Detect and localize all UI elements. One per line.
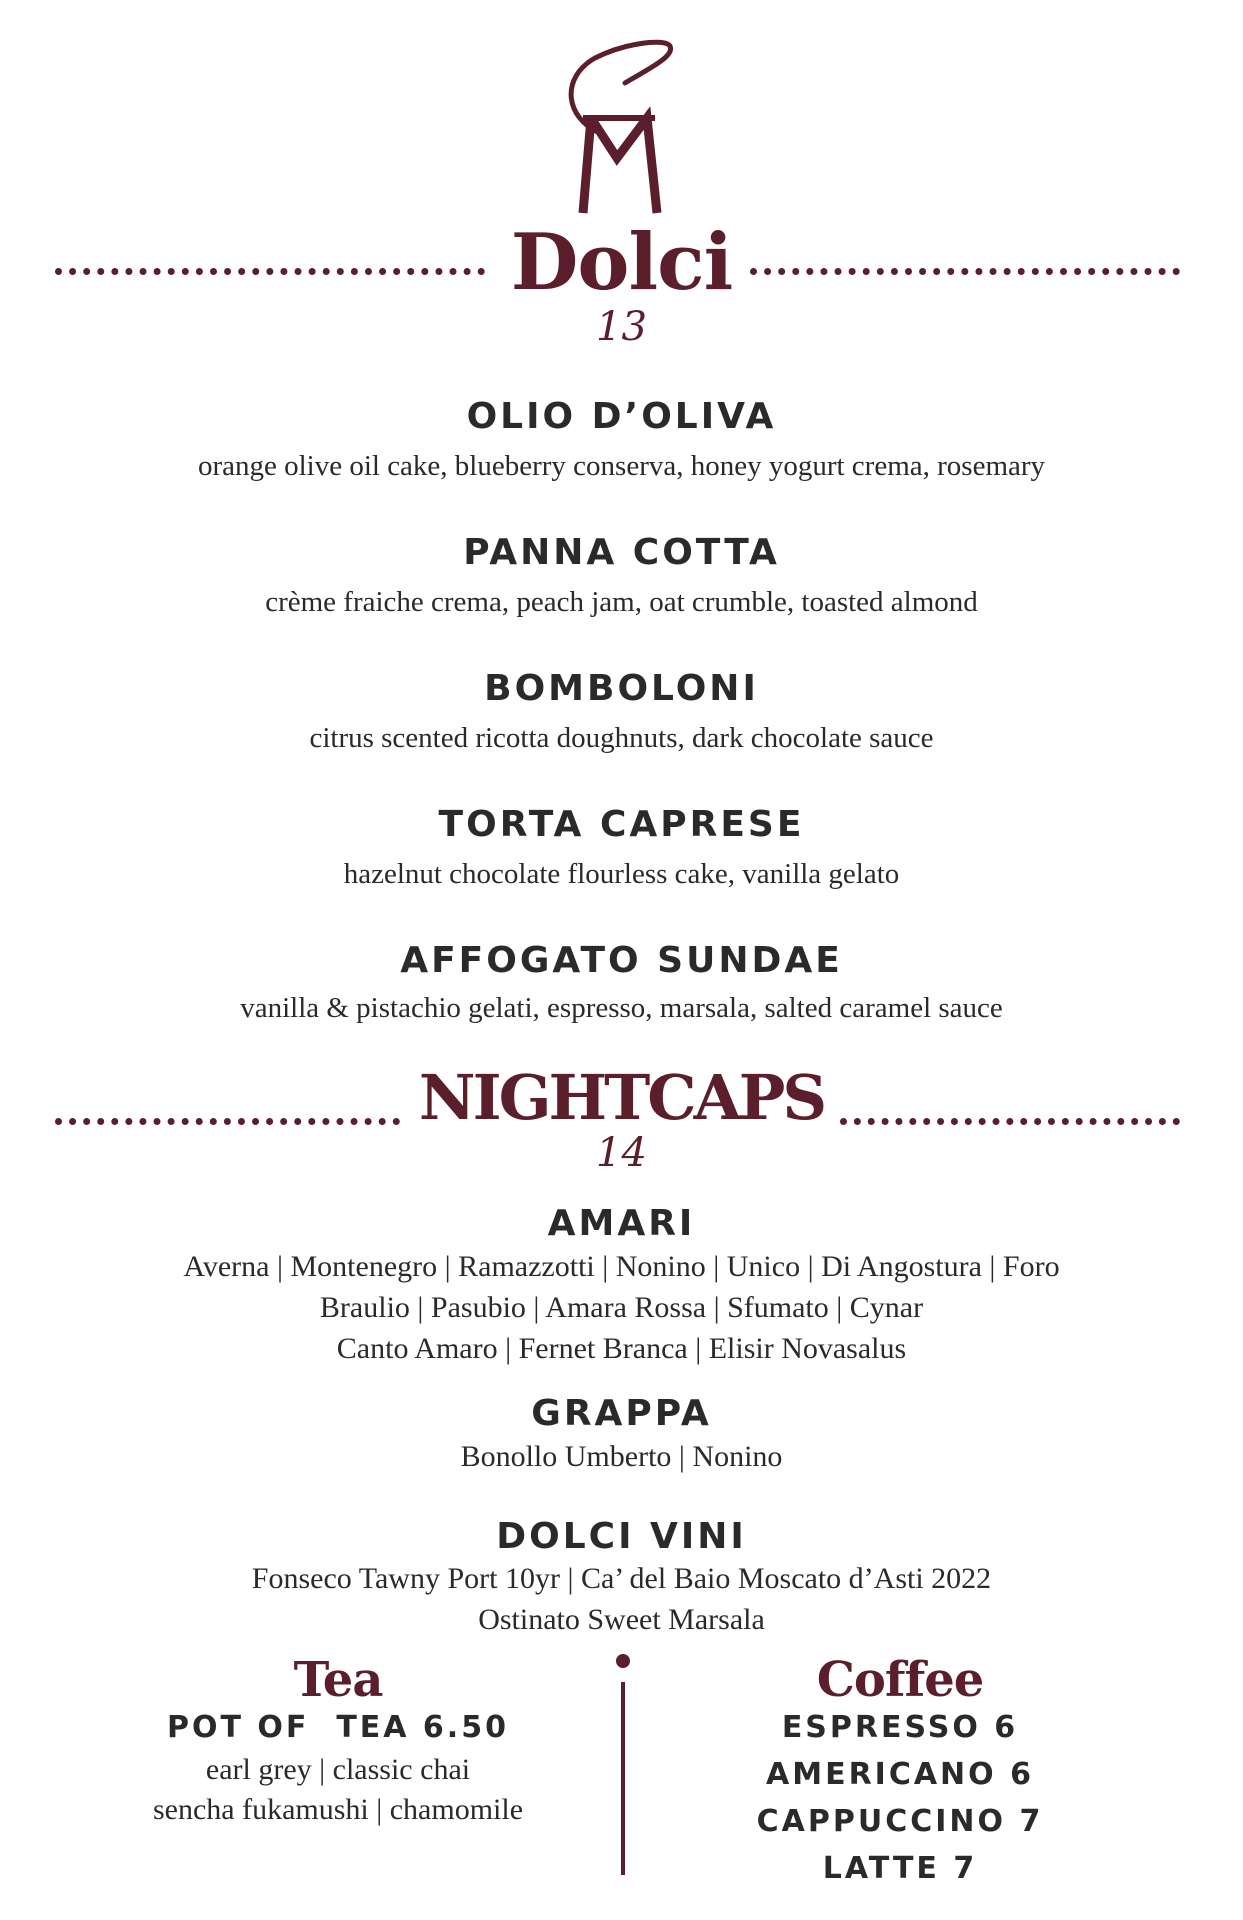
dessert-name-torta-caprese: TORTA CAPRESE	[438, 804, 805, 845]
dessert-desc-torta-caprese: hazelnut chocolate flourless cake, vanilla gelato	[343, 858, 900, 890]
nightcaps-title: NIGHTCAPS	[418, 1061, 825, 1134]
tea-line: earl grey | classic chai	[205, 1753, 471, 1786]
amari-line: Braulio | Pasubio | Amara Rossa | Sfumato | Cynar	[319, 1291, 924, 1324]
dessert-name-panna-cotta: PANNA COTTA	[463, 532, 780, 573]
tea-item: POT OF TEA 6.50	[167, 1710, 509, 1745]
dessert-name-bomboloni: BOMBOLONI	[484, 668, 759, 709]
dolci-title: Dolci	[510, 217, 733, 308]
divider-dot	[616, 1654, 630, 1668]
dessert-desc-olio: orange olive oil cake, blueberry conserva, honey yogurt crema, rosemary	[197, 450, 1046, 482]
coffee-item: CAPPUCCINO 7	[756, 1804, 1044, 1839]
divider-line	[621, 1682, 625, 1875]
grappa-line: Bonollo Umberto | Nonino	[460, 1440, 783, 1473]
amari-line: Canto Amaro | Fernet Branca | Elisir Novasalus	[336, 1332, 907, 1365]
tea-line: sencha fukamushi | chamomile	[152, 1793, 524, 1826]
grappa-heading: GRAPPA	[531, 1393, 712, 1434]
dolci-price: 13	[596, 304, 647, 350]
amari-line: Averna | Montenegro | Ramazzotti | Nonino | Unico | Di Angostura | Foro	[183, 1250, 1060, 1283]
dessert-desc-bomboloni: citrus scented ricotta doughnuts, dark chocolate sauce	[309, 722, 934, 754]
coffee-item: AMERICANO 6	[766, 1757, 1034, 1792]
dessert-name-olio: OLIO D’OLIVA	[466, 396, 777, 437]
dolci-vini-line: Fonseco Tawny Port 10yr | Ca’ del Baio Moscato d’Asti 2022	[251, 1562, 992, 1595]
tea-title: Tea	[293, 1652, 383, 1708]
coffee-item: LATTE 7	[822, 1851, 978, 1886]
dessert-name-affogato: AFFOGATO SUNDAE	[400, 940, 843, 981]
cm-monogram-logo	[555, 38, 685, 218]
dolci-vini-heading: DOLCI VINI	[496, 1516, 747, 1557]
dessert-desc-affogato: vanilla & pistachio gelati, espresso, marsala, salted caramel sauce	[240, 992, 1003, 1024]
coffee-item: ESPRESSO 6	[781, 1710, 1019, 1745]
dolci-vini-line: Ostinato Sweet Marsala	[478, 1603, 765, 1636]
amari-heading: AMARI	[547, 1203, 696, 1244]
dessert-desc-panna-cotta: crème fraiche crema, peach jam, oat crumble, toasted almond	[265, 586, 978, 618]
coffee-title: Coffee	[816, 1652, 984, 1708]
nightcaps-price: 14	[596, 1130, 647, 1176]
